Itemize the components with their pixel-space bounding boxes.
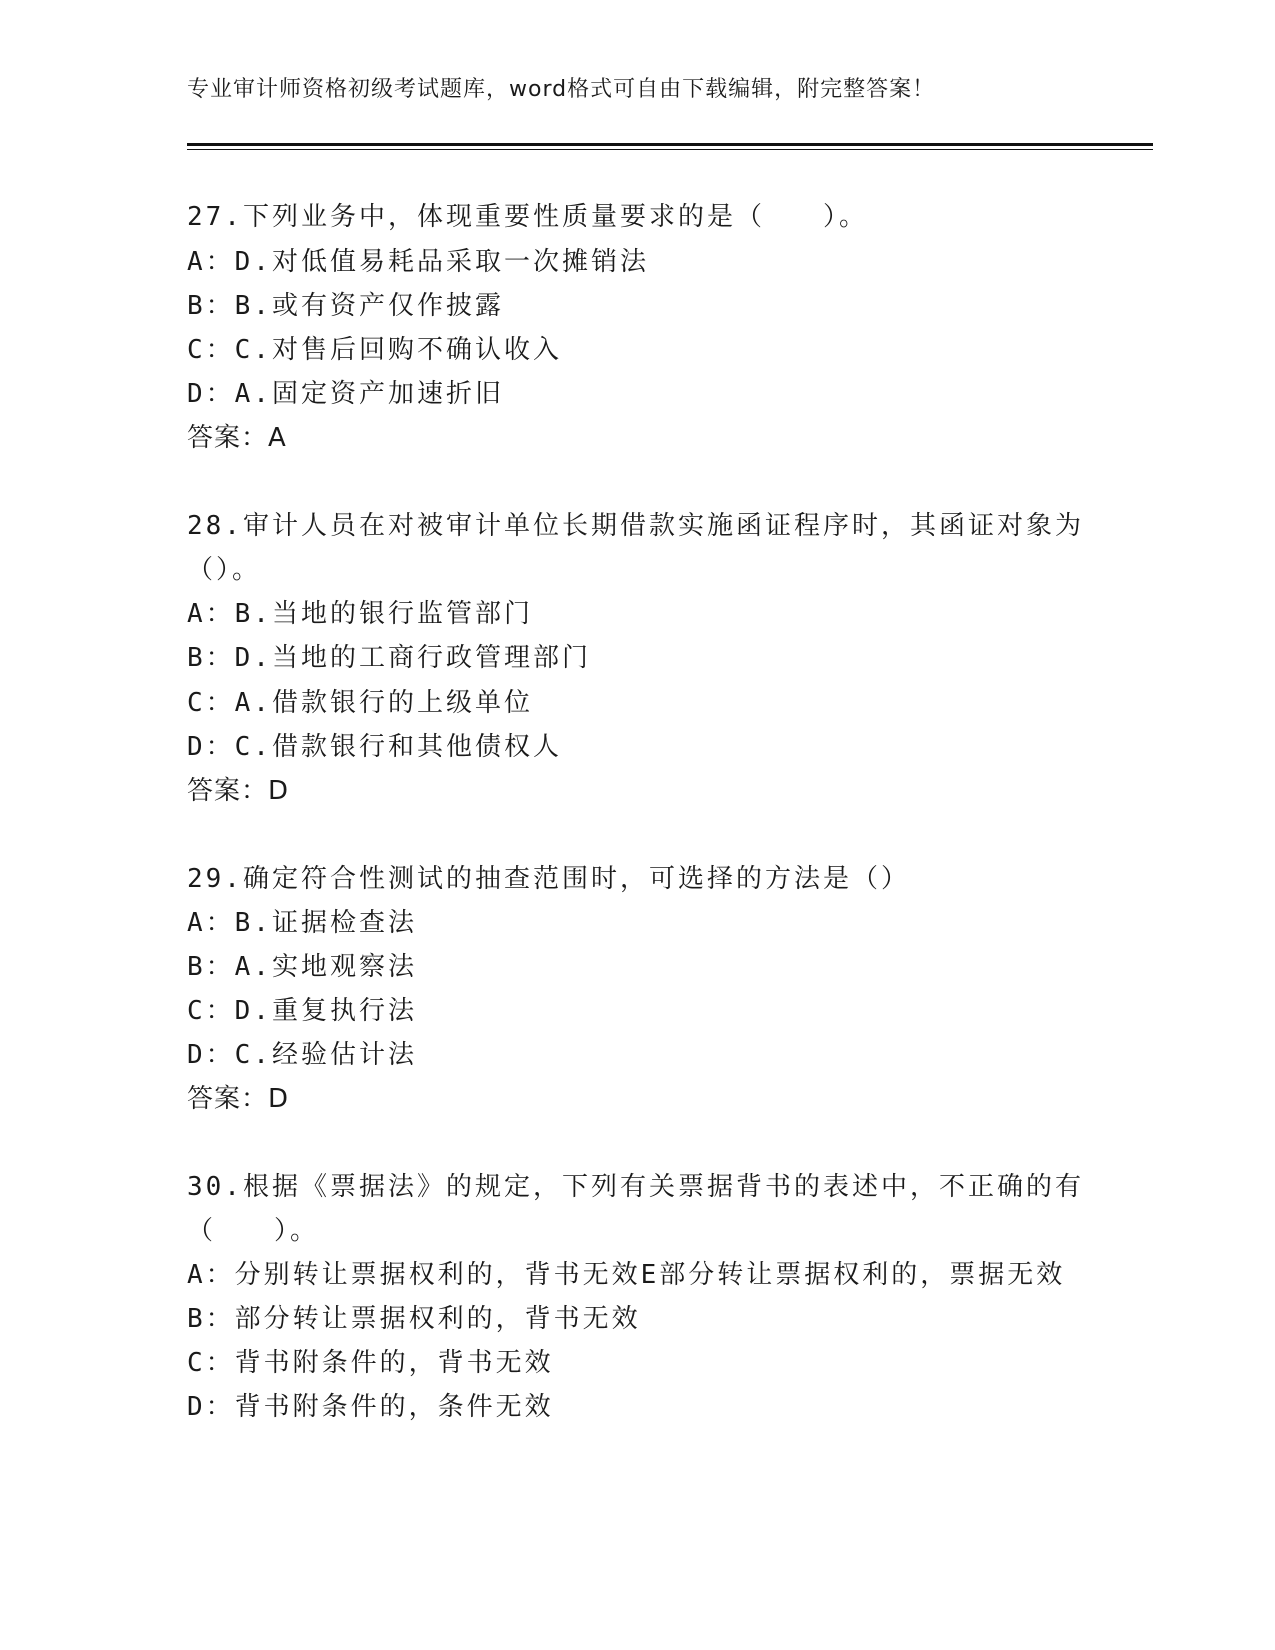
option-a: A：D.对低值易耗品采取一次摊销法 xyxy=(187,247,649,277)
question-stem: 28.审计人员在对被审计单位长期借款实施函证程序时，其函证对象为 xyxy=(187,511,1084,541)
answer: 答案：D xyxy=(187,1084,290,1114)
option-c: C：背书附条件的，背书无效 xyxy=(187,1348,554,1378)
option-a: A：B.当地的银行监管部门 xyxy=(187,599,533,629)
answer: 答案：A xyxy=(187,423,287,453)
option-c: C：D.重复执行法 xyxy=(187,996,417,1026)
option-a: A：分别转让票据权利的，背书无效E部分转让票据权利的，票据无效 xyxy=(187,1260,1066,1290)
question-stem-cont: （）。 xyxy=(187,555,262,585)
question-stem-cont: （ ）。 xyxy=(187,1216,320,1246)
option-b: B：D.当地的工商行政管理部门 xyxy=(187,643,591,673)
question-stem: 30.根据《票据法》的规定，下列有关票据背书的表述中，不正确的有 xyxy=(187,1172,1084,1202)
option-b: B：部分转让票据权利的，背书无效 xyxy=(187,1304,641,1334)
option-b: B：B.或有资产仅作披露 xyxy=(187,291,504,321)
option-d: D：背书附条件的，条件无效 xyxy=(187,1392,554,1422)
header-rule-thick xyxy=(187,143,1153,146)
option-b: B：A.实地观察法 xyxy=(187,952,417,982)
page-header: 专业审计师资格初级考试题库，word格式可自由下载编辑，附完整答案！ xyxy=(187,77,936,102)
option-c: C：A.借款银行的上级单位 xyxy=(187,688,533,718)
option-a: A：B.证据检查法 xyxy=(187,908,417,938)
option-d: D：A.固定资产加速折旧 xyxy=(187,379,504,409)
option-c: C：C.对售后回购不确认收入 xyxy=(187,335,562,365)
option-d: D：C.借款银行和其他债权人 xyxy=(187,732,562,762)
answer: 答案：D xyxy=(187,776,290,806)
question-stem: 27.下列业务中，体现重要性质量要求的是（ ）。 xyxy=(187,202,868,232)
header-rule-thin xyxy=(187,149,1153,150)
option-d: D：C.经验估计法 xyxy=(187,1040,417,1070)
question-stem: 29.确定符合性测试的抽查范围时，可选择的方法是（） xyxy=(187,864,910,894)
